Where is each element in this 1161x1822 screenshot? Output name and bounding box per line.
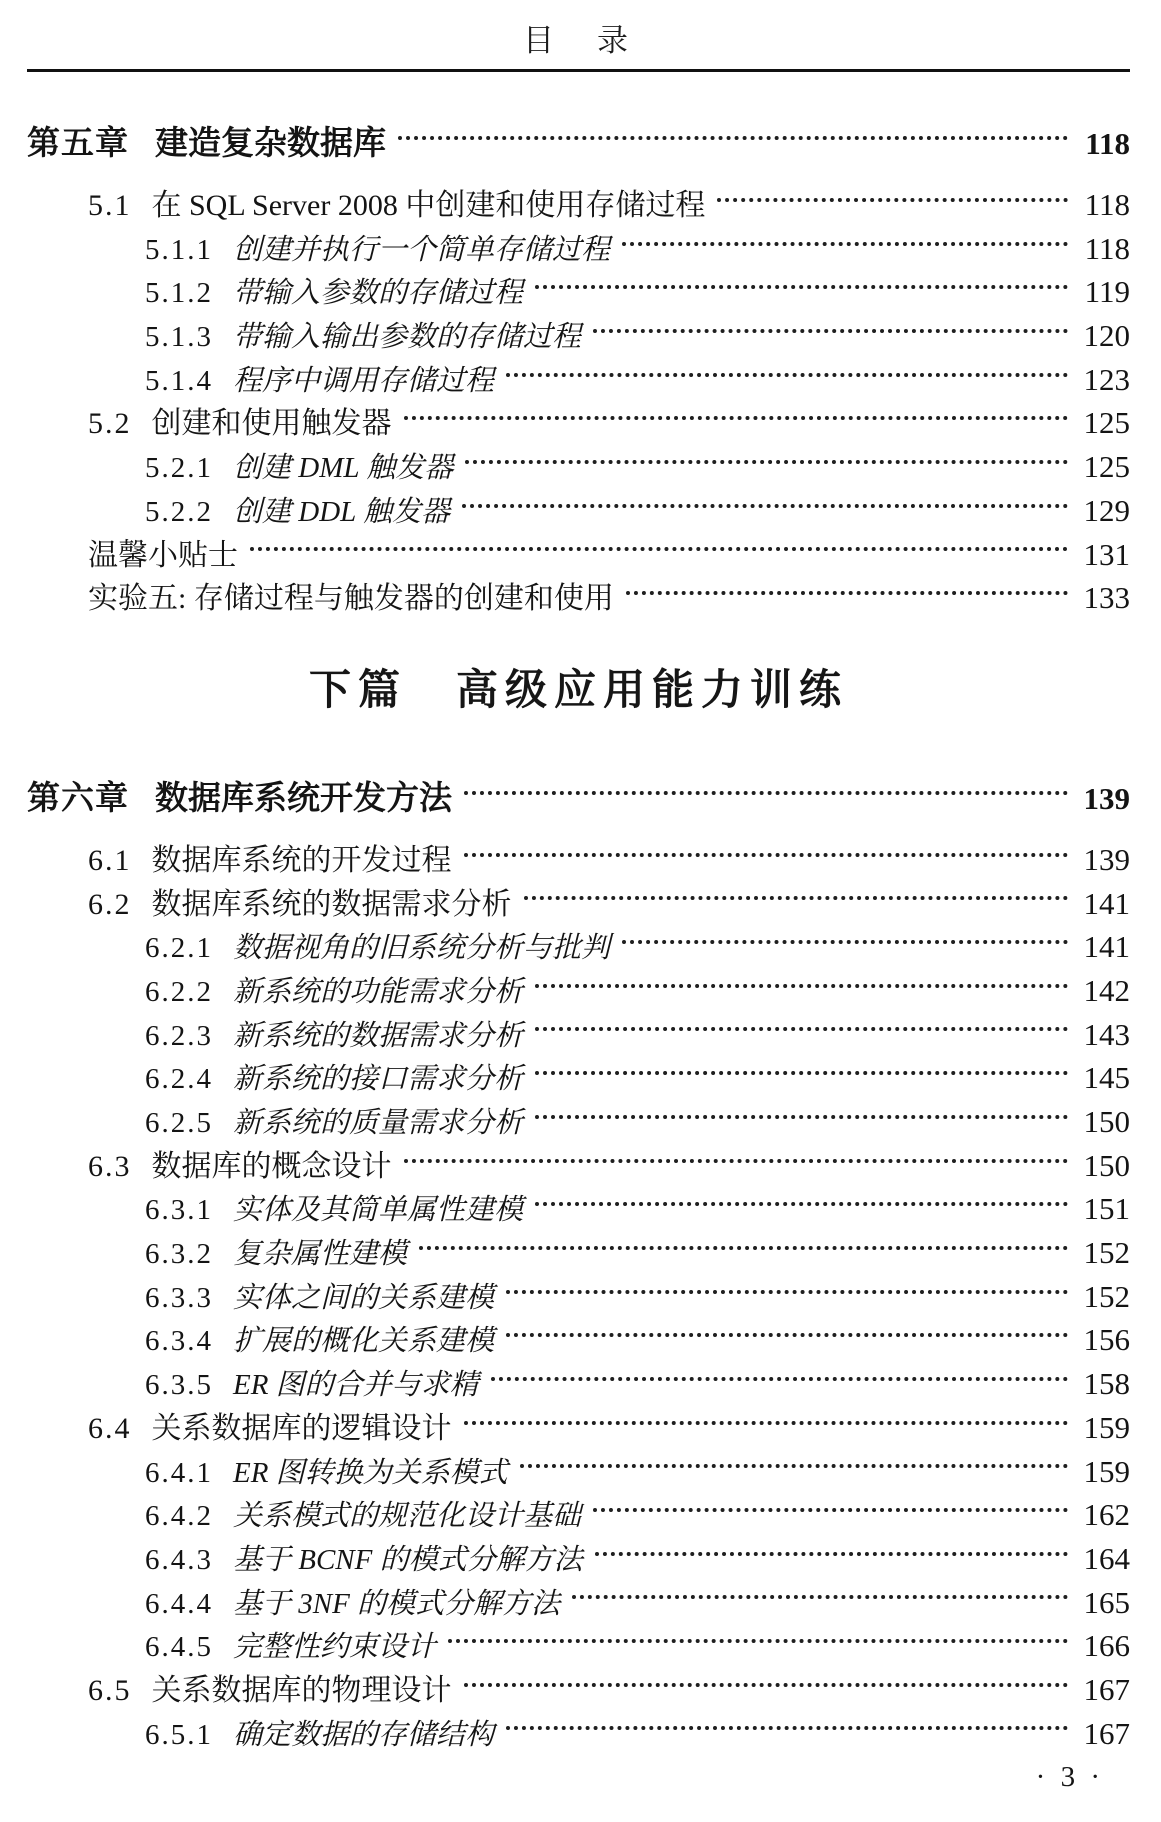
- entry-number: 5.2.1: [145, 452, 213, 485]
- dot-leader: [464, 791, 1068, 795]
- toc-entry: [27, 882, 1130, 926]
- dot-leader: [464, 1421, 1069, 1425]
- entry-title: 复杂属性建模: [233, 1238, 408, 1271]
- toc-entry: [27, 1624, 1130, 1668]
- entry-title: 数据库系统开发方法: [155, 777, 452, 817]
- entry-number: 6.4.1: [145, 1456, 213, 1489]
- entry-page-number: 152: [1083, 1278, 1130, 1314]
- entry-page-number: 141: [1083, 929, 1130, 965]
- dot-leader: [506, 1333, 1068, 1337]
- toc-entry: [27, 314, 1130, 358]
- dot-leader: [448, 1639, 1068, 1643]
- entry-number: 第六章: [27, 777, 129, 817]
- toc-entry: [27, 773, 1130, 823]
- entry-number: 5.1.4: [145, 364, 213, 397]
- dot-leader: [465, 460, 1068, 464]
- toc-entry: [27, 358, 1130, 402]
- entry-page-number: 142: [1083, 972, 1130, 1008]
- toc-entry: [27, 1406, 1130, 1450]
- toc-entry: [27, 576, 1130, 620]
- entry-page-number: 158: [1083, 1366, 1130, 1402]
- toc-entry: [27, 1450, 1130, 1494]
- toc-entry: [27, 1581, 1130, 1625]
- entry-title: 数据库系统的开发过程: [151, 843, 452, 877]
- entry-number: 5.2.2: [145, 495, 213, 528]
- entry-number: 6.5: [88, 1673, 132, 1707]
- toc-entry: [27, 1318, 1130, 1362]
- entry-number: 6.2: [88, 887, 132, 921]
- entry-number: 5.1.2: [145, 277, 213, 310]
- dot-leader: [506, 1726, 1068, 1730]
- section-divider: 下篇 高级应用能力训练: [308, 664, 848, 714]
- entry-number: 6.3.5: [145, 1369, 213, 1402]
- entry-number: 5.1.1: [145, 233, 213, 266]
- toc-entry: [27, 1712, 1130, 1756]
- entry-page-number: 131: [1083, 536, 1130, 572]
- dot-leader: [419, 1246, 1068, 1250]
- entry-title: 新系统的数据需求分析: [233, 1019, 524, 1052]
- entry-number: 6.3.4: [145, 1325, 213, 1358]
- toc-entry: [27, 1362, 1130, 1406]
- toc-entry: [27, 445, 1130, 489]
- entry-number: 6.4.3: [145, 1543, 213, 1576]
- entry-page-number: 159: [1083, 1453, 1130, 1489]
- entry-page-number: 125: [1083, 405, 1130, 441]
- toc-entry: [27, 1056, 1130, 1100]
- entry-page-number: 141: [1083, 885, 1130, 921]
- dot-leader: [535, 1071, 1068, 1075]
- entry-title: 创建 DML 触发器: [233, 452, 454, 485]
- entry-number: 5.1.3: [145, 321, 213, 354]
- dot-leader: [491, 1377, 1068, 1381]
- entry-number: 6.4.5: [145, 1631, 213, 1664]
- dot-leader: [464, 1683, 1069, 1687]
- entry-page-number: 164: [1083, 1540, 1130, 1576]
- toc-entry: [27, 1013, 1130, 1057]
- entry-title: 确定数据的存储结构: [233, 1718, 495, 1751]
- toc-entry: [27, 1668, 1130, 1712]
- entry-title: ER 图转换为关系模式: [233, 1456, 508, 1489]
- entry-page-number: 151: [1083, 1191, 1130, 1227]
- dot-leader: [593, 329, 1068, 333]
- entry-title: 带输入参数的存储过程: [233, 277, 524, 310]
- entry-page-number: 123: [1083, 361, 1130, 397]
- entry-title: 关系模式的规范化设计基础: [233, 1500, 582, 1533]
- entry-title: ER 图的合并与求精: [233, 1369, 479, 1402]
- dot-leader: [464, 853, 1069, 857]
- entry-title: 实体之间的关系建模: [233, 1281, 495, 1314]
- entry-title: 关系数据库的逻辑设计: [151, 1411, 452, 1445]
- entry-number: 6.4.4: [145, 1587, 213, 1620]
- dot-leader: [535, 1202, 1068, 1206]
- entry-title: 基于 BCNF 的模式分解方法: [233, 1543, 583, 1576]
- entry-title: 创建 DDL 触发器: [233, 495, 450, 528]
- entry-page-number: 118: [1085, 126, 1130, 161]
- page-number-footer: · 3 ·: [1035, 1761, 1104, 1794]
- entry-page-number: 150: [1083, 1147, 1130, 1183]
- entry-page-number: 120: [1083, 318, 1130, 354]
- entry-title: 创建并执行一个简单存储过程: [233, 233, 611, 266]
- toc-entry: [27, 1144, 1130, 1188]
- entry-title: 程序中调用存储过程: [233, 364, 495, 397]
- toc-entry: [27, 401, 1130, 445]
- dot-leader: [404, 416, 1069, 420]
- entry-page-number: 129: [1083, 492, 1130, 528]
- dot-leader: [506, 1290, 1068, 1294]
- entry-title: 实体及其简单属性建模: [233, 1194, 524, 1227]
- entry-number: 6.2.3: [145, 1019, 213, 1052]
- entry-title: 新系统的功能需求分析: [233, 975, 524, 1008]
- entry-number: 6.3.3: [145, 1281, 213, 1314]
- entry-number: 5.2: [88, 407, 132, 441]
- dot-leader: [404, 1159, 1069, 1163]
- entry-number: 6.4.2: [145, 1500, 213, 1533]
- toc-entry: [27, 925, 1130, 969]
- entry-number: 6.2.2: [145, 975, 213, 1008]
- toc-entry: [27, 118, 1130, 168]
- entry-number: 6.3.2: [145, 1238, 213, 1271]
- entry-page-number: 165: [1083, 1584, 1130, 1620]
- entry-title: 创建和使用触发器: [151, 407, 392, 441]
- entry-page-number: 166: [1083, 1628, 1130, 1664]
- dot-leader: [524, 896, 1069, 900]
- entry-page-number: 162: [1083, 1497, 1130, 1533]
- dot-leader: [717, 198, 1068, 202]
- page-header: [27, 0, 1130, 72]
- entry-title: 关系数据库的物理设计: [151, 1673, 452, 1707]
- toc-entry: [27, 533, 1130, 577]
- entry-number: 6.2.4: [145, 1063, 213, 1096]
- dot-leader: [250, 547, 1068, 551]
- dot-leader: [535, 285, 1068, 289]
- dot-leader: [535, 984, 1068, 988]
- entry-title: 数据库的概念设计: [151, 1149, 392, 1183]
- dot-leader: [535, 1115, 1068, 1119]
- header-rule: [27, 69, 1130, 72]
- dot-leader: [520, 1464, 1068, 1468]
- toc-entry: [27, 1100, 1130, 1144]
- entry-page-number: 156: [1083, 1322, 1130, 1358]
- toc-entry: [27, 489, 1130, 533]
- toc-entry: [27, 838, 1130, 882]
- entry-number: 5.1: [88, 189, 132, 222]
- dot-leader: [595, 1552, 1068, 1556]
- entry-title: 建造复杂数据库: [155, 123, 386, 162]
- entry-title: 数据视角的旧系统分析与批判: [233, 932, 611, 965]
- entry-page-number: 143: [1083, 1016, 1130, 1052]
- dot-leader: [572, 1595, 1068, 1599]
- entry-page-number: 150: [1083, 1104, 1130, 1139]
- entry-page-number: 119: [1084, 274, 1130, 310]
- entry-title: 扩展的概化关系建模: [233, 1325, 495, 1358]
- entry-page-number: 139: [1083, 841, 1130, 877]
- dot-leader: [506, 373, 1068, 377]
- entry-number: 6.2.1: [145, 932, 213, 965]
- entry-page-number: 152: [1083, 1235, 1130, 1271]
- entry-title: 数据库系统的数据需求分析: [151, 887, 512, 921]
- entry-number: 6.3.1: [145, 1194, 213, 1227]
- entry-number: 6.5.1: [145, 1718, 213, 1751]
- dot-leader: [593, 1508, 1068, 1512]
- toc-entry: [27, 1231, 1130, 1275]
- toc-list: [27, 118, 1130, 1755]
- entry-title: 实验五: 存储过程与触发器的创建和使用: [88, 582, 614, 616]
- entry-title: 新系统的接口需求分析: [233, 1063, 524, 1096]
- dot-leader: [626, 591, 1068, 595]
- entry-title: 在 SQL Server 2008 中创建和使用存储过程: [151, 189, 706, 222]
- toc-entry: [27, 1275, 1130, 1319]
- toc-entry: [27, 1493, 1130, 1537]
- entry-page-number: 159: [1083, 1409, 1130, 1445]
- toc-entry: [27, 270, 1130, 314]
- entry-page-number: 145: [1083, 1060, 1130, 1096]
- entry-title: 基于 3NF 的模式分解方法: [233, 1587, 561, 1620]
- entry-page-number: 167: [1083, 1671, 1130, 1707]
- toc-entry: [27, 227, 1130, 271]
- entry-page-number: 139: [1083, 780, 1130, 816]
- entry-title: 完整性约束设计: [233, 1631, 437, 1664]
- entry-page-number: 118: [1084, 230, 1130, 266]
- toc-entry: [27, 969, 1130, 1013]
- dot-leader: [398, 136, 1068, 140]
- entry-page-number: 125: [1083, 449, 1130, 485]
- entry-title: 带输入输出参数的存储过程: [233, 321, 582, 354]
- entry-number: 6.1: [88, 843, 132, 877]
- dot-leader: [622, 242, 1068, 246]
- entry-page-number: 167: [1083, 1715, 1130, 1751]
- toc-entry: [27, 1537, 1130, 1581]
- entry-title: 温馨小贴士: [88, 538, 238, 572]
- entry-title: 新系统的质量需求分析: [233, 1107, 524, 1139]
- entry-number: 6.3: [88, 1149, 132, 1183]
- entry-number: 第五章: [27, 123, 129, 162]
- page-title: 目 录: [523, 23, 634, 59]
- entry-number: 6.2.5: [145, 1107, 213, 1139]
- dot-leader: [535, 1027, 1068, 1031]
- toc-entry: [27, 1187, 1130, 1231]
- dot-leader: [622, 940, 1068, 944]
- dot-leader: [462, 504, 1068, 508]
- entry-number: 6.4: [88, 1411, 132, 1445]
- entry-page-number: 118: [1084, 187, 1130, 222]
- toc-entry: [27, 183, 1130, 227]
- entry-page-number: 133: [1083, 580, 1130, 616]
